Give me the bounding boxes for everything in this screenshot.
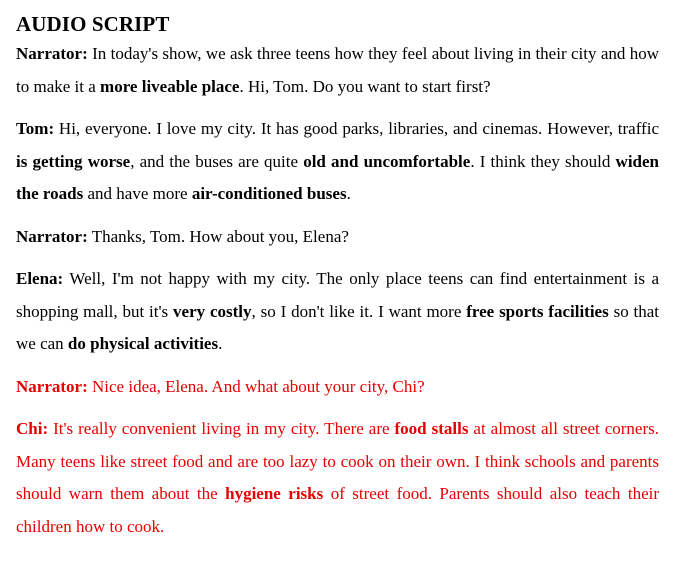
dialogue-text: at almost all street corners. Many teens like street food and are too lazy to cook on their own. I think schools and parents should warn them about the <box>16 419 659 503</box>
dialogue-paragraph <box>16 113 659 211</box>
dialogue-paragraph <box>16 221 659 254</box>
key-phrase: widen the roads <box>16 151 660 203</box>
key-phrase: air-conditioned buses <box>191 184 347 203</box>
speaker-label: Tom: <box>16 119 55 138</box>
dialogue-text: of street food. Parents should also teach their children how to cook. <box>16 484 660 536</box>
dialogue-text: . Hi, Tom. Do you want to start first? <box>239 76 491 96</box>
dialogue-text: Hi, everyone. I love my city. It has good parks, libraries, and cinemas. However, traffic <box>54 119 659 138</box>
dialogue-paragraph <box>16 263 659 361</box>
script-body <box>16 38 659 543</box>
dialogue-text: so that we can <box>16 301 660 353</box>
key-phrase: free sports facilities <box>466 301 609 321</box>
dialogue-text: , and the buses are quite <box>130 151 304 171</box>
speaker-label: Narrator: <box>16 44 88 63</box>
dialogue-paragraph <box>16 371 659 404</box>
key-phrase: food stalls <box>394 419 469 438</box>
key-phrase: more liveable place <box>100 76 240 96</box>
speaker-label: Chi: <box>16 419 49 438</box>
dialogue-text: , so I don't like it. I want more <box>251 301 467 321</box>
key-phrase: very costly <box>173 301 252 321</box>
speaker-label: Narrator: <box>16 376 88 396</box>
dialogue-text: . I think they should <box>470 151 616 171</box>
speaker-label: Narrator: <box>16 226 88 246</box>
dialogue-text: In today's show, we ask three teens how they feel about living in their city and how to make it a <box>16 44 659 96</box>
dialogue-paragraph <box>16 38 659 103</box>
dialogue-text: Nice idea, Elena. And what about your city, Chi? <box>87 376 425 396</box>
speaker-label: Elena: <box>16 269 64 288</box>
dialogue-text: . <box>218 334 223 353</box>
dialogue-paragraph <box>16 413 659 543</box>
dialogue-text: Well, I'm not happy with my city. The only place teens can find entertainment is a shopping mall, but it's <box>16 269 659 321</box>
dialogue-text: It's really convenient living in my city. There are <box>48 419 395 438</box>
page-title: AUDIO SCRIPT <box>16 12 170 36</box>
key-phrase: is getting worse <box>16 151 131 171</box>
key-phrase: old and uncomfortable <box>303 151 471 171</box>
dialogue-text: . <box>346 184 351 203</box>
key-phrase: hygiene risks <box>225 484 324 503</box>
dialogue-text: Thanks, Tom. How about you, Elena? <box>87 226 349 246</box>
key-phrase: do physical activities <box>67 334 219 353</box>
dialogue-text: and have more <box>83 184 192 203</box>
